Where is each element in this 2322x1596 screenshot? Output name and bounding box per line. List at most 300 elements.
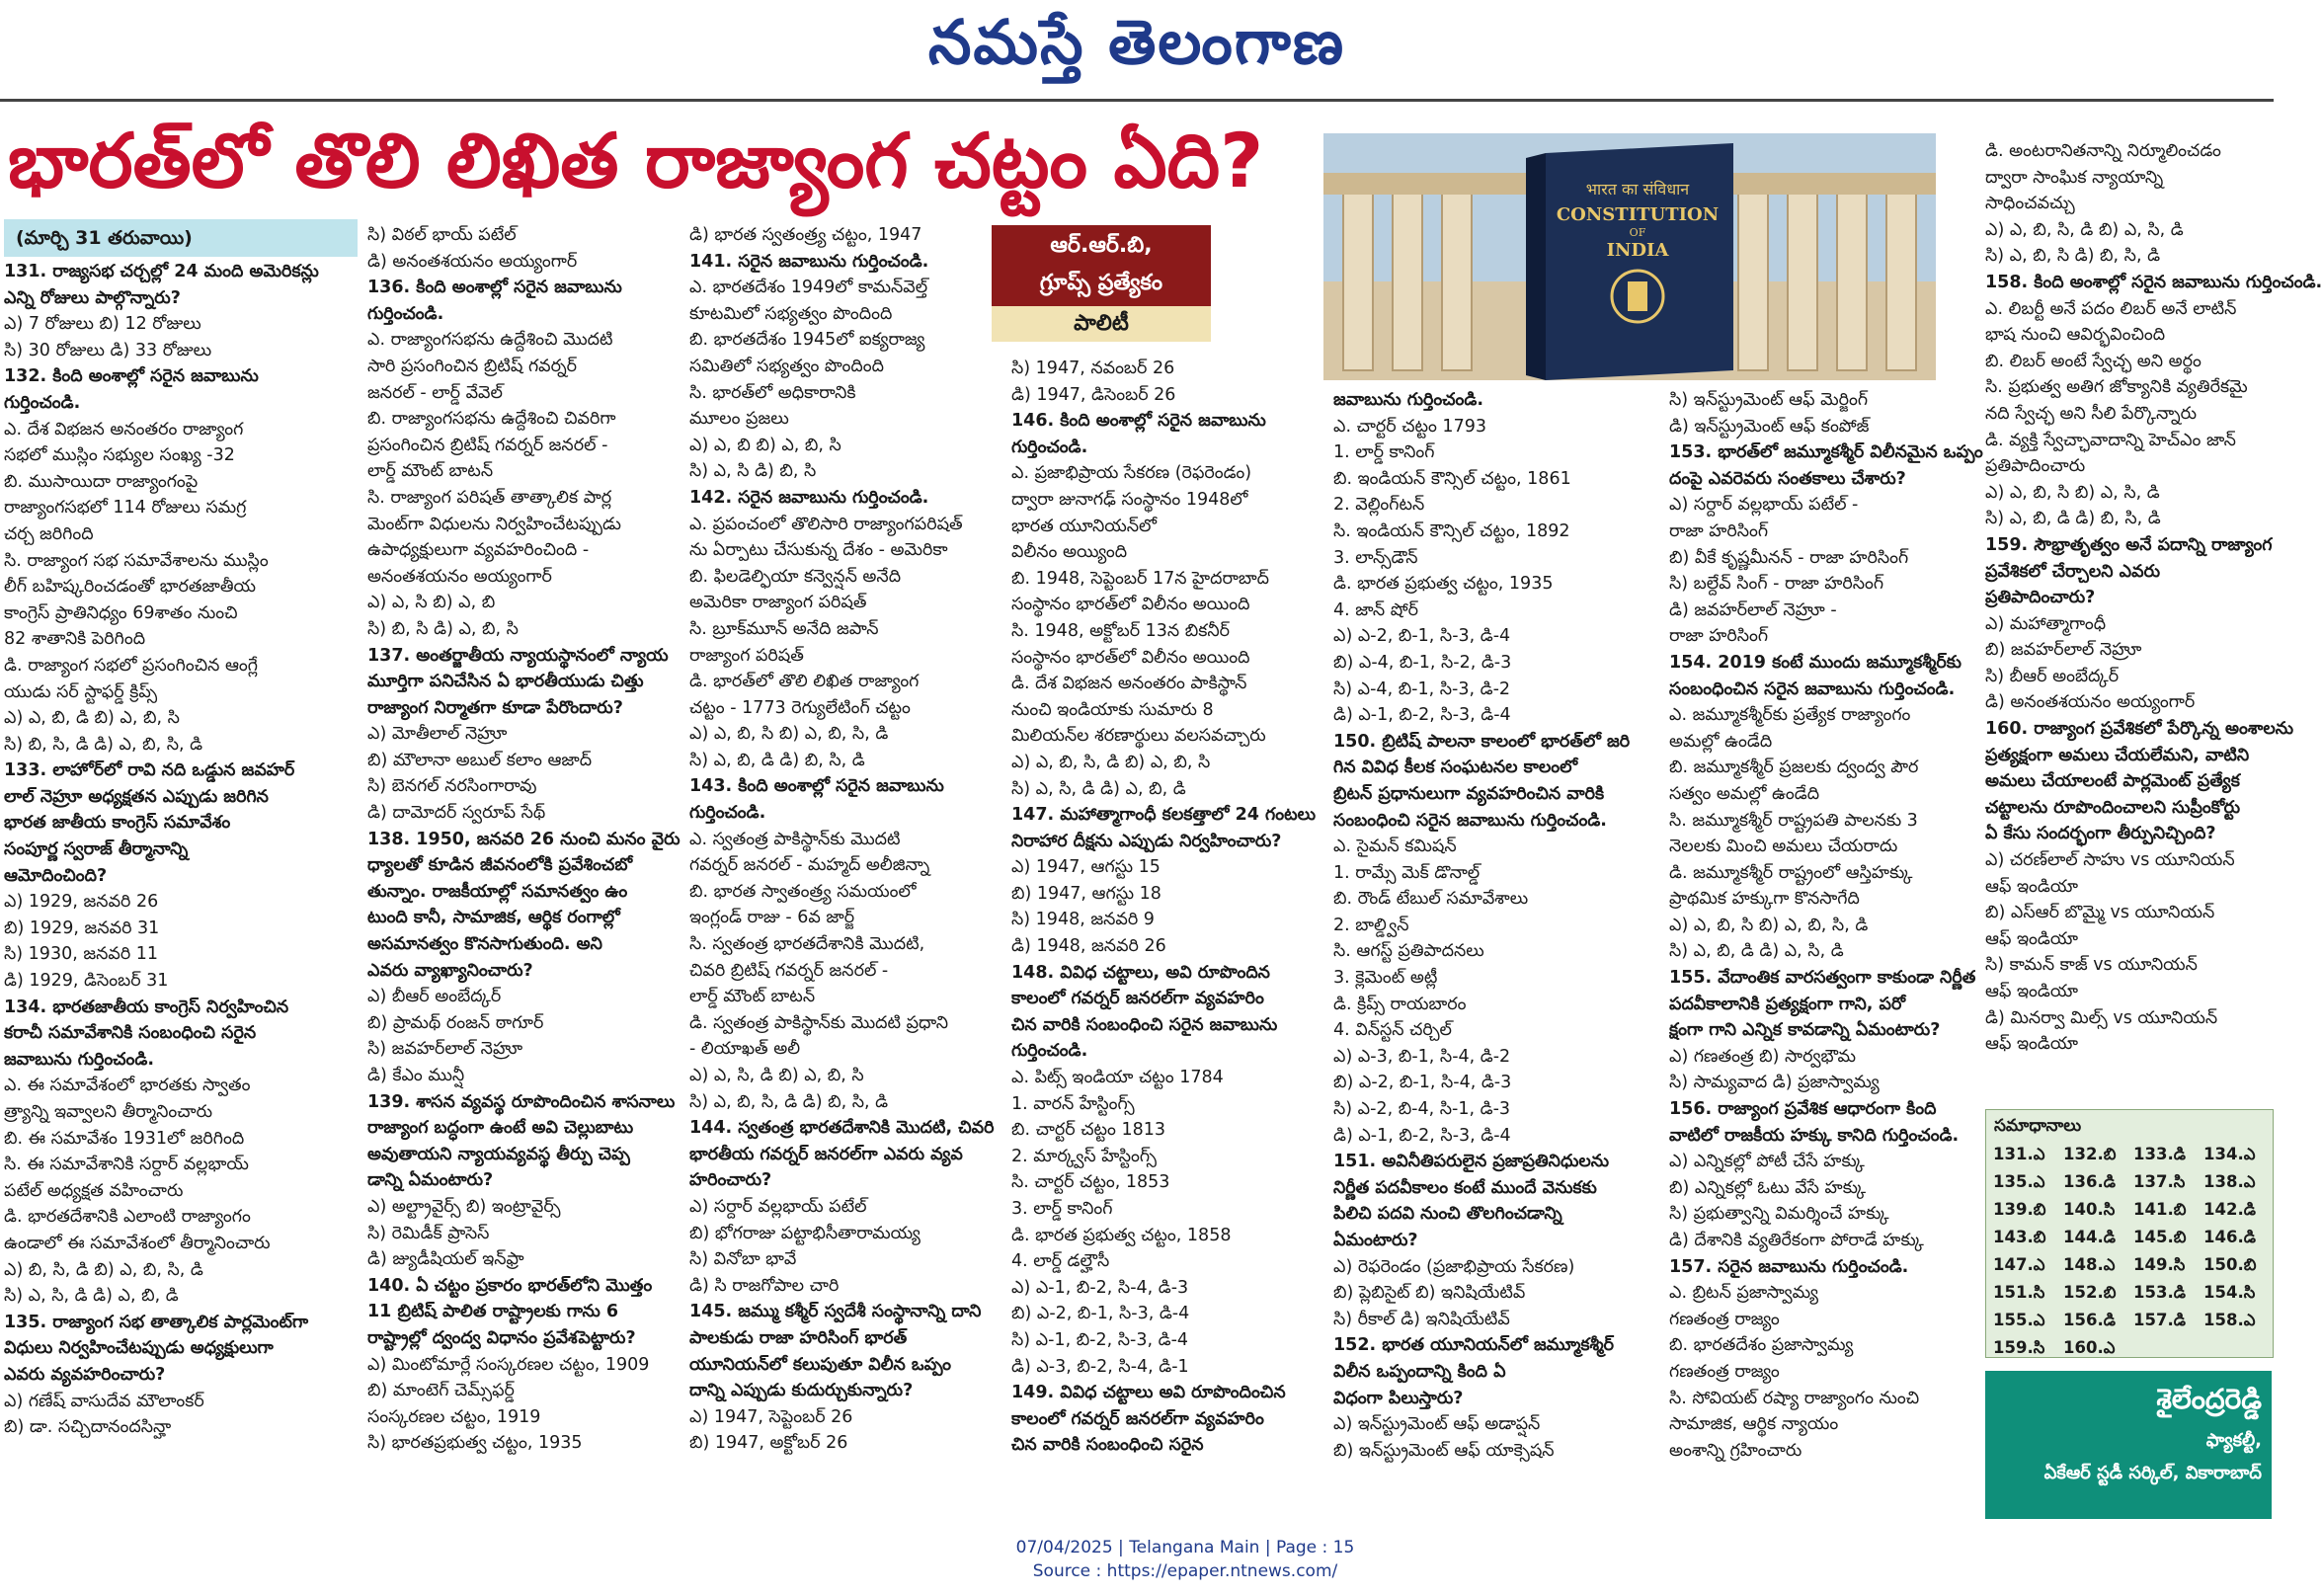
option-line: లార్డ్ మౌంట్ బాటన్ (367, 461, 494, 482)
option-line: ఎ. ఈ సమావేశంలో భారతకు స్వాతం (4, 1076, 251, 1096)
question-line: ప్రత్యక్షంగా అమలు చేయలేమని, వాటిని (1985, 745, 2250, 765)
option-line: బి) ఎ-2, బి-1, సి-3, డి-4 (1011, 1304, 1190, 1324)
option-line: డి. క్రిప్స్ రాయబారం (1333, 994, 1467, 1014)
option-line: బి) భోగరాజు పట్టాభిసీతారామయ్య (689, 1223, 921, 1243)
answer-cell: 153.డి (2133, 1282, 2186, 1302)
option-line: ఎ. చార్టర్ చట్టం 1793 (1333, 416, 1486, 437)
option-line: ఎ. ప్రపంచంలో తొలిసారి రాజ్యాంగపరిషత్ (689, 514, 963, 534)
option-line: సి) ఎ, బి, డి డి) ఎ, సి, డి (1669, 941, 1844, 962)
option-line: సి) బల్దేవ్ సింగ్ - రాజా హరిసింగ్ (1669, 574, 1884, 595)
option-line: 2. మార్క్వస్ హేస్టింగ్స్ (1011, 1146, 1158, 1166)
option-line: నెలలకు మించి అమలు చేయరాదు (1669, 837, 1898, 857)
option-line: బి. జమ్మూకశ్మీర్ ప్రజలకు ద్వంద్వ పౌర (1669, 758, 1919, 778)
question-line: 131. రాజ్యసభ చర్చల్లో 24 మంది అమెరికన్లు (4, 262, 319, 281)
question-line: మూర్తిగా పనిచేసిన ఏ భారతీయుడు చిత్తు (367, 672, 644, 692)
option-line: సి. బ్రూక్‌మూన్ అనేది జపాన్ (689, 618, 879, 639)
option-line: సి. రాజ్యాంగ పరిషత్ తాత్కాలిక పార్ల (367, 487, 612, 508)
option-line: ఎ) మింటోమార్లే సంస్కరణల చట్టం, 1909 (367, 1354, 650, 1375)
option-line: మెంట్‌గా విధులను నిర్వహించేటప్పుడు (367, 514, 621, 534)
answer-cell: 134.ఎ (2203, 1144, 2256, 1163)
answer-row (1992, 1308, 2273, 1335)
answer-cell: 139.బి (1993, 1199, 2046, 1219)
question-line: గుర్తించండి. (4, 392, 81, 413)
option-line: ఆఫ్ ఇండియా (1985, 1034, 2078, 1055)
question-line: 150. బ్రిటిష్ పాలనా కాలంలో భారత్‌లో జరి (1333, 731, 1631, 752)
option-line: సి. చార్టర్ చట్టం, 1853 (1011, 1172, 1170, 1193)
answer-cell: 131.ఎ (1993, 1144, 2045, 1163)
option-line: చట్టం - 1773 రెగ్యులేటింగ్ చట్టం (689, 697, 911, 718)
option-line: సి. ఆగస్ట్ ప్రతిపాదనలు (1333, 941, 1484, 962)
option-line: సి. ఇండియన్ కౌన్సిల్ చట్టం, 1892 (1333, 520, 1570, 541)
option-line: బి) ఎ-4, బి-1, సి-2, డి-3 (1333, 652, 1512, 673)
option-line: బి. భారతదేశం ప్రజాస్వామ్య (1669, 1335, 1854, 1356)
answer-cell: 157.డి (2133, 1310, 2186, 1329)
question-line: 137. అంతర్జాతీయ న్యాయస్థానంలో న్యాయ (367, 645, 669, 666)
option-line: బి. చార్టర్ చట్టం 1813 (1011, 1120, 1166, 1141)
answer-cell: 148.ఎ (2063, 1254, 2116, 1274)
question-line: పిలిచి పదవి నుంచి తొలగించడాన్ని (1333, 1204, 1562, 1225)
option-line: సి) ఇన్‌స్ట్రుమెంట్ ఆఫ్ మెర్జింగ్ (1669, 390, 1869, 410)
option-line: ఎ) 1929, జనవరి 26 (4, 892, 159, 913)
option-line: సి) 1947, నవంబర్ 26 (1011, 359, 1175, 378)
option-line: రాజ్యాంగ పరిషత్ (689, 645, 804, 666)
question-line: అవుతాయని న్యాయవ్యవస్థ తీర్పు చెప్ప (367, 1144, 630, 1164)
answer-row (1992, 1225, 2273, 1252)
answer-cell (2132, 1335, 2202, 1363)
option-line: ఎ. దేశ విభజన అనంతరం రాజ్యాంగ (4, 419, 244, 439)
option-line: సామాజిక, ఆర్థిక న్యాయం (1669, 1414, 1839, 1435)
option-line: సి) 30 రోజులు డి) 33 రోజులు (4, 340, 212, 360)
question-line: 142. సరైన జవాబును గుర్తించండి. (689, 487, 929, 508)
question-line: సంబంధించిన సరైన జవాబును గుర్తించండి. (1669, 678, 1956, 699)
question-line: 136. కింది అంశాల్లో సరైన జవాబును (367, 278, 622, 298)
question-line: 156. రాజ్యాంగ ప్రవేశిక ఆధారంగా కింది (1669, 1099, 1937, 1120)
option-line: డి) ఎ-1, బి-2, సి-3, డి-4 (1333, 705, 1511, 726)
option-line: సంస్కరణల చట్టం, 1919 (367, 1406, 541, 1427)
option-line: ఎ) ఎ, బి, సి బి) ఎ, బి, సి, డి (689, 724, 889, 745)
option-line: ద్వారా సాంఘిక న్యాయాన్ని (1985, 167, 2164, 188)
option-line: ఎ. భారతదేశం 1949లో కామన్‌వెల్త్ (689, 278, 928, 298)
question-line: క్షంగా గాని ఎన్నిక కావడాన్ని ఏమంటారు? (1669, 1020, 1941, 1041)
option-line: అమెరికా రాజ్యాంగ పరిషత్ (689, 593, 867, 613)
option-line: 82 శాతానికి పెరిగింది (4, 629, 146, 650)
question-line: 135. రాజ్యాంగ సభ తాత్కాలిక పార్లమెంట్‌గా (4, 1312, 309, 1332)
option-line: డి) అనంతశయనం అయ్యంగార్ (367, 251, 578, 272)
option-line: 1. వారన్ హేస్టింగ్స్ (1011, 1093, 1135, 1114)
option-line: ఎ. రాజ్యాంగసభను ఉద్దేశించి మొదటి (367, 330, 613, 351)
option-line: బి) డా. సచ్చిదానందసిన్హా (4, 1417, 172, 1438)
option-line: సి) విఠల్ భాయ్ పటేల్ (367, 225, 517, 245)
column-3 (689, 222, 995, 1531)
option-line: సంస్థానం భారత్‌లో విలీనం అయింది (1011, 647, 1250, 668)
option-line: కాంగ్రెస్ ప్రాతినిధ్యం 69శాతం నుంచి (4, 602, 238, 623)
option-line: బి) మౌలానా అబుల్ కలాం ఆజాద్ (367, 750, 593, 770)
option-line: సి. ఈ సమావేశానికి సర్దార్ వల్లభాయ్ (4, 1155, 249, 1175)
question-line: భారతీయ గవర్నర్ జనరల్‌గా ఎవరు వ్యవ (689, 1144, 963, 1164)
option-line: సత్వం అమల్లో ఉండేది (1669, 783, 1820, 804)
option-line: ను ఏర్పాటు చేసుకున్న దేశం - అమెరికా (689, 540, 948, 561)
question-line: 138. 1950, జనవరి 26 నుంచి మనం వైరు (367, 829, 681, 849)
question-line: రాజ్యాంగ నిర్మాతగా కూడా పేరొందారు? (367, 697, 623, 718)
option-line: బి. భారతదేశం 1945లో ఐక్యరాజ్య (689, 330, 925, 351)
option-line: బి) ఎన్నికల్లో ఓటు వేసే హక్కు (1669, 1177, 1867, 1198)
option-line: డి) 1948, జనవరి 26 (1011, 936, 1166, 957)
option-line: సి. సోవియట్ రష్యా రాజ్యాంగం నుంచి (1669, 1388, 1920, 1408)
option-line: జనరల్ - లార్డ్ వేవెల్ (367, 382, 503, 403)
option-line: సి) 1930, జనవరి 11 (4, 944, 159, 965)
answer-cell: 147.ఎ (1993, 1254, 2045, 1274)
option-line: 1. రామ్సే మెక్ డొనాల్డ్ (1333, 862, 1481, 883)
photo-line1: भारत का संविधान (1585, 180, 1690, 199)
option-line: ఎ) ఎ, బి, సి, డి బి) ఎ, సి, డి (1985, 219, 2184, 240)
option-line: భాష నుంచి ఆవిర్భవించింది (1985, 325, 2166, 346)
author-org: ఏకేఆర్ స్టడీ సర్కిల్, వికారాబాద్ (2043, 1463, 2262, 1483)
option-line: బి. ఇండియన్ కౌన్సిల్ చట్టం, 1861 (1333, 468, 1571, 489)
option-line: రాజ్యాంగసభలో 114 రోజులు సమగ్ర (4, 498, 247, 519)
option-line: సంస్థానం భారత్‌లో విలీనం అయింది (1011, 595, 1250, 615)
option-line: సి) 1948, జనవరి 9 (1011, 910, 1155, 930)
option-line: సి) బీఆర్ అంబేద్కర్ (1985, 666, 2120, 686)
question-line: అమలు చేయాలంటే పార్లమెంట్ ప్రత్యేక (1985, 771, 2240, 792)
question-line: ఎవరు వ్యాఖ్యానించారు? (367, 960, 533, 981)
option-line: ఎ. లిబర్టీ అనే పదం లిబర్ అనే లాటిన్ (1985, 298, 2237, 319)
badge-line1: ఆర్.ఆర్.బి, (1050, 233, 1153, 258)
option-line: ఎ) ఎన్నికల్లో పోటీ చేసే హక్కు (1669, 1152, 1865, 1172)
option-line: కూటమిలో సభ్యత్వం పొందింది (689, 303, 893, 324)
answer-table (1992, 1142, 2273, 1363)
option-line: డి) ఎ-1, బి-2, సి-3, డి-4 (1333, 1125, 1511, 1146)
answer-cell (2202, 1335, 2273, 1363)
option-line: అమల్లో ఉండేది (1669, 731, 1773, 752)
headline: భారత్‌లో తొలి లిఖిత రాజ్యాంగ చట్టం ఏది? (8, 117, 1264, 204)
author-role: ఫ్యాకల్టీ, (2205, 1430, 2262, 1451)
photo-line2: CONSTITUTION (1556, 204, 1720, 225)
option-line: బి) జవహర్‌లాల్ నెహ్రూ (1985, 640, 2142, 661)
question-line: డాన్ని ఏమంటారు? (367, 1170, 494, 1191)
option-line: డి) 1929, డిసెంబర్ 31 (4, 971, 169, 992)
option-line: సి. జమ్మూకశ్మీర్ రాష్ట్రపతి పాలనకు 3 (1669, 810, 1918, 831)
question-line: 148. వివిధ చట్టాలు, అవి రూపొందిన (1011, 962, 1270, 983)
option-line: సి) ఎ-4, బి-1, సి-3, డి-2 (1333, 678, 1511, 699)
column-2 (367, 222, 681, 1531)
option-line: ఎ) ఎ, బి బి) ఎ, బి, సి (689, 435, 841, 455)
question-line: భారత జాతీయ కాంగ్రెస్ సమావేశం (4, 813, 231, 834)
option-line: ఎ. సైమన్ కమిషన్ (1333, 837, 1457, 857)
author-name: శైలేంద్రరెడ్డి (2156, 1383, 2262, 1415)
photo-line3: OF (1629, 226, 1646, 239)
option-line: ఎ) ఎ, బి, సి బి) ఎ, సి, డి (1985, 482, 2160, 503)
answer-cell: 136.డి (2063, 1171, 2116, 1191)
answer-cell: 150.బి (2203, 1254, 2257, 1274)
answer-row (1992, 1252, 2273, 1280)
option-line: ఎ. పిట్స్ ఇండియా చట్టం 1784 (1011, 1068, 1224, 1088)
answer-cell: 152.బి (2063, 1282, 2117, 1302)
answer-cell: 144.డి (2063, 1227, 2116, 1246)
option-line: డి) భారత స్వతంత్ర్య చట్టం, 1947 (689, 225, 922, 245)
option-line: డి. అంటరానితనాన్ని నిర్మూలించడం (1985, 141, 2221, 161)
option-line: సి) బి, సి డి) ఎ, బి, సి (367, 618, 519, 639)
question-line: ప్రవేశికలో చేర్చాలని ఎవరు (1985, 561, 2160, 582)
column-5 (1333, 387, 1659, 1531)
option-line: సి) ఎ-2, బి-4, సి-1, డి-3 (1333, 1099, 1511, 1120)
option-line: ఎ) ఎ, బి, సి, డి బి) ఎ, బి, సి (1011, 752, 1211, 772)
answer-cell: 154.సి (2203, 1282, 2256, 1302)
answer-cell: 135.ఎ (1993, 1171, 2045, 1191)
option-line: 4. జాన్ షోర్ (1333, 599, 1418, 620)
option-line: ఎ) సర్దార్ వల్లభాయ్ పటేల్ - (1669, 495, 1859, 516)
answer-cell: 145.బి (2133, 1227, 2187, 1246)
date-tag: (మార్చి 31 తరువాయి) (4, 219, 358, 257)
question-line: 154. 2019 కంటే ముందు జమ్మూకశ్మీర్‌కు (1669, 652, 1962, 673)
answer-key (1985, 1109, 2274, 1358)
option-line: బి. 1948, సెప్టెంబర్ 17న హైదరాబాద్ (1011, 568, 1270, 589)
masthead-title: నమస్తే తెలంగాణ (927, 6, 1346, 78)
option-line: సమితిలో సభ్యత్వం పొందింది (689, 356, 884, 376)
option-line: బి) మాంటెగ్ చెమ్స్‌ఫర్డ్ (367, 1381, 515, 1401)
option-line: ఎ) ఎ, బి, డి బి) ఎ, బి, సి (4, 708, 180, 729)
option-line: ఆఫ్ ఇండియా (1985, 982, 2078, 1001)
answer-cell: 156.డి (2063, 1310, 2116, 1329)
question-line: 146. కింది అంశాల్లో సరైన జవాబును (1011, 411, 1266, 432)
option-line: నుంచి ఇండియాకు సుమారు 8 (1011, 699, 1214, 720)
option-line: సి. స్వతంత్ర భారతదేశానికి మొదటి, (689, 934, 925, 955)
option-line: ఎ) ఇన్‌స్ట్రుమెంట్ ఆఫ్ అడాప్షన్ (1333, 1414, 1541, 1435)
option-line: గణతంత్ర రాజ్యం (1669, 1309, 1780, 1329)
option-line: ఎ) మహాత్మాగాంధీ (1985, 613, 2107, 634)
option-line: సి) రెమిడీక్ ప్రాసెస్ (367, 1223, 490, 1243)
option-line: ఇంగ్లండ్ రాజు - 6వ జార్జ్ (689, 908, 855, 928)
option-line: ఎ) సర్దార్ వల్లభాయ్ పటేల్ (689, 1196, 867, 1217)
question-line: పదవీకాలానికి ప్రత్యక్షంగా గాని, పరో (1669, 994, 1906, 1014)
option-line: బి) 1947, అక్టోబర్ 26 (689, 1433, 848, 1454)
masthead (0, 0, 2274, 94)
option-line: సి) ఎ, సి, డి డి) ఎ, బి, డి (1011, 778, 1186, 799)
option-line: డి) దామోదర్ స్వరూప్ సేథ్ (367, 803, 546, 824)
question-line: 157. సరైన జవాబును గుర్తించండి. (1669, 1256, 1909, 1277)
answer-cell: 138.ఎ (2203, 1171, 2256, 1191)
question-line: చిన వారికి సంబంధించి సరైన (1011, 1435, 1204, 1456)
question-line: గుర్తించండి. (1011, 1041, 1088, 1062)
question-line: గుర్తించండి. (689, 803, 766, 824)
column-1 (4, 259, 358, 1513)
option-line: సాధించవచ్చు (1985, 194, 2075, 214)
option-line: ఎ. బ్రిటన్ ప్రజాస్వామ్య (1669, 1283, 1819, 1304)
option-line: రాజా హరిసింగ్ (1669, 520, 1769, 541)
question-line: దాన్ని ఎప్పుడు కుదుర్చుకున్నారు? (689, 1381, 914, 1401)
option-line: గణతంత్ర రాజ్యం (1669, 1361, 1780, 1382)
question-line: ఎన్ని రోజులు పాల్గొన్నారు? (4, 287, 181, 308)
option-line: ప్రతిపాదించారు (1985, 456, 2086, 477)
answer-cell: 158.ఎ (2203, 1310, 2256, 1329)
option-line: బి) 1929, జనవరి 31 (4, 918, 160, 938)
option-line: సి) ఎ-1, బి-2, సి-3, డి-4 (1011, 1329, 1189, 1350)
question-line: పాలకుడు రాజా హరిసింగ్ భారత్ (689, 1327, 908, 1348)
question-line: లాల్ నెహ్రూ అధ్యక్షతన ఎప్పుడు జరిగిన (4, 786, 269, 807)
question-line: 160. రాజ్యాంగ ప్రవేశికలో పేర్కొన్న అంశాలను (1985, 719, 2294, 740)
option-line: ఎ) గణేష్ వాసుదేవ మౌలాంకర్ (4, 1391, 204, 1411)
section-label: పాలిటీ (992, 306, 1211, 342)
option-line: సి. ప్రభుత్వ అతిగ జోక్యానికి వ్యతిరేకమై (1985, 377, 2248, 398)
option-line: ప్రసంగించిన బ్రిటిష్ గవర్నర్ జనరల్ - (367, 435, 608, 455)
option-line: బి. రాజ్యాంగసభను ఉద్దేశించి చివరిగా (367, 409, 616, 430)
question-line: 11 బ్రిటిష్ పాలిత రాష్ట్రాలకు గాను 6 (367, 1302, 619, 1322)
page-footer (889, 1536, 1481, 1583)
option-line: 1. లార్డ్ కానింగ్ (1333, 442, 1435, 463)
question-line: 151. అవినీతిపరులైన ప్రజాప్రతినిధులను (1333, 1152, 1610, 1172)
question-line: 159. సౌభ్రాతృత్వం అనే పదాన్ని రాజ్యాంగ (1985, 534, 2273, 555)
option-line: యుడు సర్ స్టాఫర్డ్ క్రిప్స్ (4, 681, 158, 702)
answer-row (1992, 1335, 2273, 1363)
answer-key-title: సమాధానాలు (1994, 1116, 2082, 1136)
option-line: గవర్నర్ జనరల్ - మహ్మద్ అలీజిన్నా (689, 855, 930, 876)
option-line: ఎ) 1947, సెప్టెంబర్ 26 (689, 1406, 853, 1427)
question-line: విధంగా పిలుస్తారు? (1333, 1388, 1464, 1408)
option-line: 4. లార్డ్ డల్హౌసీ (1011, 1251, 1110, 1272)
option-line: 3. క్లెమెంట్ అట్లీ (1333, 968, 1438, 989)
option-line: డి) కేఎం మున్షీ (367, 1066, 465, 1085)
constitution-image (1323, 133, 1936, 380)
option-line: ఎ) బి, సి, డి బి) ఎ, బి, సి, డి (4, 1259, 203, 1280)
option-line: సి. 1948, అక్టోబర్ 13న బికనీర్ (1011, 620, 1231, 641)
question-line: 152. భారత యూనియన్‌లో జమ్మూకశ్మీర్ (1333, 1335, 1615, 1356)
option-line: సి) జవహర్‌లాల్ నెహ్రూ (367, 1039, 523, 1060)
option-line: భారత యూనియన్‌లో (1011, 516, 1158, 536)
option-line: సభలో ముస్లిం సభ్యుల సంఖ్య -32 (4, 445, 235, 466)
answer-cell: 149.సి (2133, 1254, 2186, 1274)
question-line: 133. లాహోర్‌లో రావి నది ఒడ్డున జవహర్ (4, 760, 295, 781)
option-line: డి. దేశ విభజన అనంతరం పాకిస్థాన్ (1011, 674, 1247, 694)
option-line: నది స్వేచ్ఛ అని సీలి పేర్కొన్నారు (1985, 403, 2197, 424)
question-line: కాలంలో గవర్నర్ జనరల్‌గా వ్యవహరిం (1011, 989, 1264, 1009)
question-line: గుర్తించండి. (1011, 437, 1088, 457)
answer-cell: 151.సి (1993, 1282, 2045, 1302)
option-line: డి. భారత్‌లో తొలి లిఖిత రాజ్యాంగ (689, 672, 920, 692)
option-line: సి) ఎ, సి, డి డి) ఎ, బి, డి (4, 1286, 179, 1307)
option-line: పటేల్ అధ్యక్షత వహించారు (4, 1180, 184, 1201)
footer-date: 07/04/2025 | Telangana Main | Page : 15 (1015, 1538, 1355, 1557)
option-line: ఎ) అల్ట్రావైర్స్ బి) ఇంట్రావైర్స్ (367, 1196, 561, 1217)
option-line: బి) ఎ-2, బి-1, సి-4, డి-3 (1333, 1073, 1512, 1093)
question-line: 143. కింది అంశాల్లో సరైన జవాబును (689, 776, 944, 797)
option-line: ఎ) మోతీలాల్ నెహ్రూ (367, 724, 508, 745)
answer-cell: 146.డి (2203, 1227, 2256, 1246)
option-line: లీగ్ బహిష్కరించడంతో భారతజాతీయ (4, 577, 257, 598)
option-line: డి) ఎ-3, బి-2, సి-4, డి-1 (1011, 1356, 1189, 1377)
question-line: ఆమోదించింది? (4, 865, 108, 886)
question-line: 147. మహాత్మాగాంధీ కలకత్తాలో 24 గంటలు (1011, 805, 1317, 826)
option-line: 3. లాన్స్‌డౌన్ (1333, 547, 1418, 568)
option-line: డి) అనంతశయనం అయ్యంగార్ (1985, 692, 2196, 713)
option-line: డి. భారత ప్రభుత్వ చట్టం, 1858 (1011, 1225, 1232, 1245)
option-line: రాజా హరిసింగ్ (1669, 626, 1769, 647)
option-line: బి. ముసాయిదా రాజ్యాంగంపై (4, 471, 199, 492)
option-line: ఎ) ఎ, బి, సి బి) ఎ, బి, సి, డి (1669, 915, 1869, 935)
option-line: సి) ప్రభుత్వాన్ని విమర్శించే హక్కు (1669, 1204, 1889, 1225)
answer-cell: 132.బి (2063, 1144, 2117, 1163)
question-line: నిరాహార దీక్షను ఎప్పుడు నిర్వహించారు? (1011, 831, 1282, 851)
option-line: సి) బి, సి, డి డి) ఎ, బి, సి, డి (4, 734, 203, 755)
question-line: ఏమంటారు? (1333, 1231, 1418, 1250)
option-line: సి) ఎ, సి డి) బి, సి (689, 461, 817, 482)
photo-line4: INDIA (1606, 240, 1669, 261)
option-line: బి) ప్రామథ్ రంజన్ ఠాగూర్ (367, 1012, 544, 1033)
question-line: 153. భారత్‌లో జమ్మూకశ్మీర్ విలీనమైన ఒప్పం (1669, 442, 1983, 463)
option-line: ఎ) బీఆర్ అంబేద్కర్ (367, 987, 502, 1007)
option-line: డి) సి రాజగోపాల చారి (689, 1275, 840, 1296)
option-line: 2. బాల్డ్విన్ (1333, 915, 1409, 935)
option-line: ఆఫ్ ఇండియా (1985, 876, 2078, 897)
option-line: ఎ) ఎ-3, బి-1, సి-4, డి-2 (1333, 1046, 1511, 1067)
option-line: చర్చ జరిగింది (4, 523, 94, 544)
option-line: - లియాఖత్ అలీ (689, 1039, 801, 1060)
answer-row (1992, 1169, 2273, 1197)
option-line: బి) వీకే కృష్ణమీనన్ - రాజా హరిసింగ్ (1669, 547, 1909, 568)
answer-cell: 143.బి (1993, 1227, 2046, 1246)
author-box (1985, 1371, 2272, 1519)
option-line: సి. భారత్‌లో అధికారానికి (689, 382, 856, 403)
answer-row (1992, 1280, 2273, 1308)
option-line: ఎ) ఎ-1, బి-2, సి-4, డి-3 (1011, 1277, 1189, 1298)
answer-cell: 160.ఎ (2063, 1337, 2116, 1357)
column-6 (1669, 387, 1983, 1531)
option-line: మూలం ప్రజలు (689, 409, 789, 430)
option-line: సి) భారతప్రభుత్వ చట్టం, 1935 (367, 1433, 583, 1454)
option-line: బి. లిబర్ అంటే స్వేచ్ఛ అని అర్థం (1985, 351, 2202, 371)
option-line: ఎ. జమ్మూకశ్మీర్‌కు ప్రత్యేక రాజ్యాంగం (1669, 705, 1911, 726)
question-line: చట్టాలను రూపొందించాలని సుప్రీంకోర్టు (1985, 797, 2241, 818)
option-line: డి) ఇన్‌స్ట్రుమెంట్ ఆఫ్ కంపోజ్ (1669, 416, 1870, 437)
section-badge (992, 225, 1211, 306)
question-line: జవాబును గుర్తించండి. (1333, 390, 1484, 410)
option-line: ఎ) 7 రోజులు బి) 12 రోజులు (4, 314, 201, 335)
answer-row (1992, 1197, 2273, 1225)
option-line: డి. భారతదేశానికి ఎలాంటి రాజ్యాంగం (4, 1207, 251, 1228)
question-line: 140. ఏ చట్టం ప్రకారం భారత్‌లోని మొత్తం (367, 1275, 653, 1296)
question-line: 155. వేదాంతిక వారసత్వంగా కాకుండా నిర్ణీత (1669, 968, 1976, 989)
constitution-photo (1323, 133, 1936, 380)
option-line: 3. లార్డ్ కానింగ్ (1011, 1199, 1113, 1219)
question-line: 144. స్వతంత్ర భారతదేశానికి మొదటి, చివరి (689, 1118, 995, 1139)
option-line: సి) ఎ, బి, సి, డి డి) బి, సి, డి (689, 1091, 889, 1112)
question-line: గిన వివిధ కీలక సంఘటనల కాలంలో (1333, 758, 1578, 778)
question-line: నిర్ణీత పదవీకాలం కంటే ముందే వెనుకకు (1333, 1177, 1597, 1198)
option-line: డి. భారత ప్రభుత్వ చట్టం, 1935 (1333, 574, 1554, 595)
option-line: లార్డ్ మౌంట్ బాటన్ (689, 987, 816, 1007)
answer-cell: 141.బి (2133, 1199, 2187, 1219)
option-line: ఎ) రెఫరెండం (ప్రజాభిప్రాయ సేకరణ) (1333, 1256, 1575, 1277)
option-line: డి. స్వతంత్ర పాకిస్థాన్‌కు మొదటి ప్రధాని (689, 1012, 948, 1033)
question-line: దంపై ఎవరెవరు సంతకాలు చేశారు? (1669, 468, 1906, 489)
option-line: బి. ఫిలడెల్ఫియా కన్వెన్షన్ అనేది (689, 566, 902, 587)
option-line: చివరి బ్రిటిష్ గవర్నర్ జనరల్ - (689, 960, 889, 981)
option-line: సి. రాజ్యాంగ సభ సమావేశాలను ముస్లిం (4, 550, 269, 571)
option-line: సి) రీకాల్ డి) ఇనిషియేటివ్ (1333, 1309, 1510, 1329)
question-line: అసమానత్వం కొనసాగుతుంది. అని (367, 934, 602, 955)
question-line: ఎవరు వ్యవహరించారు? (4, 1364, 166, 1385)
option-line: సారి ప్రసంగించిన బ్రిటిష్ గవర్నర్ (367, 356, 578, 376)
question-line: సంబంధించి సరైన జవాబును గుర్తించండి. (1333, 810, 1607, 831)
question-line: హరించారు? (689, 1170, 772, 1191)
option-line: డి. రాజ్యాంగ సభలో ప్రసంగించిన ఆంగ్లే (4, 655, 258, 676)
question-line: 141. సరైన జవాబును గుర్తించండి. (689, 251, 929, 272)
option-line: 4. విన్‌స్టన్ చర్చిల్ (1333, 1020, 1452, 1041)
question-line: 149. వివిధ చట్టాలు అవి రూపొందించిన (1011, 1383, 1286, 1403)
masthead-rule (0, 99, 2274, 102)
answer-cell: 155.ఎ (1993, 1310, 2045, 1329)
question-line: చిన వారికి సంబంధించి సరైన జవాబును (1011, 1014, 1278, 1035)
answer-cell: 140.సి (2063, 1199, 2116, 1219)
option-line: ఎ) 1947, ఆగస్టు 15 (1011, 857, 1161, 878)
